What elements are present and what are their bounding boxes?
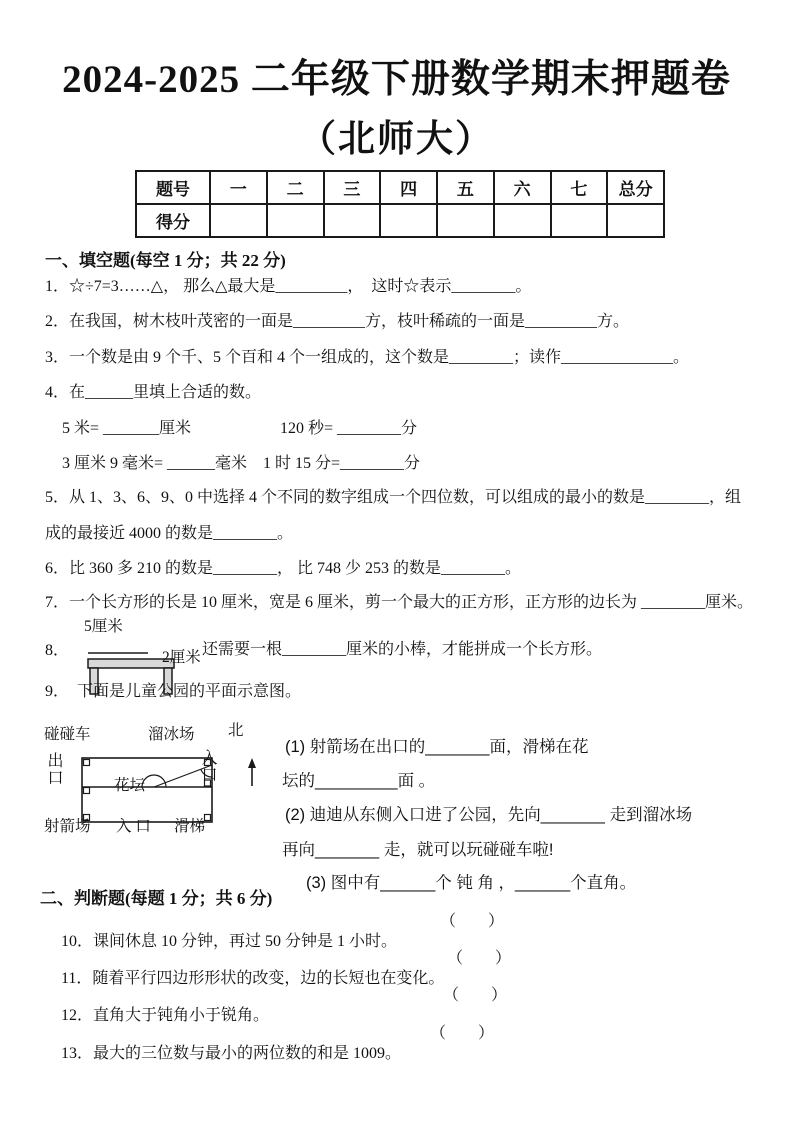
park-label-bumper-cars: 碰碰车 <box>44 726 91 743</box>
question-3: 3．一个数是由 9 个千、5 个百和 4 个一组成的，这个数是________；读作______________。 <box>45 349 690 366</box>
question-9-sub1-line2: 坛的_________面 。 <box>282 772 436 790</box>
question-11-answer-paren: （ ） <box>447 950 512 967</box>
park-label-skating-rink: 溜冰场 <box>148 726 195 743</box>
question-8-number: 8． <box>45 642 70 659</box>
park-label-entrance-south: 入 口 <box>116 818 151 835</box>
question-10-text: 10．课间休息 10 分钟，再过 50 分钟是 1 小时。 <box>61 933 398 950</box>
question-13-answer-paren: （ ） <box>430 1025 495 1042</box>
score-table-cell: 总分 <box>607 171 664 204</box>
score-cell-empty <box>380 204 437 237</box>
score-cell-empty <box>607 204 664 237</box>
score-cell-empty <box>551 204 608 237</box>
question-11-text: 11．随着平行四边形形状的改变，边的长短也在变化。 <box>61 970 445 987</box>
bench-top-length-label: 5厘米 <box>84 618 123 635</box>
question-2: 2．在我国，树木枝叶茂密的一面是_________方，枝叶稀疏的一面是_________方。 <box>45 313 630 330</box>
question-13 <box>45 1024 495 1104</box>
score-cell-empty <box>494 204 551 237</box>
question-4-row1-right: 120 秒= ________分 <box>280 420 418 437</box>
question-10-answer-paren: （ ） <box>440 913 505 930</box>
question-7: 7．一个长方形的长是 10 厘米，宽是 6 厘米，剪一个最大的正方形，正方形的边长为 ________厘米。 <box>45 594 754 611</box>
score-table <box>135 170 665 238</box>
score-table-cell: 七 <box>551 171 608 204</box>
section2-heading: 二、判断题(每题 1 分；共 6 分) <box>40 889 273 908</box>
park-label-archery-field: 射箭场 <box>44 818 91 835</box>
score-cell-empty <box>267 204 324 237</box>
question-9-sub3: (3) 图中有______个 钝 角 ，______个直角。 <box>306 874 637 892</box>
park-map-drawing <box>58 728 273 866</box>
question-4: 4．在______里填上合适的数。 <box>45 384 262 401</box>
score-table-score-row <box>136 204 664 237</box>
park-label-entrance-east: 入口 <box>201 750 218 784</box>
score-table-cell: 五 <box>437 171 494 204</box>
question-9-sub2-line2: 再向_______ 走，就可以玩碰碰车啦! <box>282 841 554 859</box>
section1-heading: 一、填空题(每空 1 分；共 22 分) <box>45 251 286 270</box>
question-1: 1．☆÷7=3……△， 那么△最大是_________， 这时☆表示________。 <box>45 278 532 295</box>
compass-north-label: 北 <box>228 722 244 739</box>
question-5-line2: 成的最接近 4000 的数是________。 <box>45 525 294 542</box>
score-table-cell: 二 <box>267 171 324 204</box>
score-cell-empty <box>437 204 494 237</box>
score-table-cell: 题号 <box>136 171 210 204</box>
paper-title-line1: 2024-2025 二年级下册数学期末押题卷 <box>62 58 731 101</box>
question-9-sub2-line1: (2) 迪迪从东侧入口进了公园，先向_______ 走到溜冰场 <box>285 806 693 824</box>
score-table-cell: 三 <box>324 171 381 204</box>
question-8-text: 还需要一根________厘米的小棒，才能拼成一个长方形。 <box>202 641 603 658</box>
park-label-slide: 滑梯 <box>174 818 206 835</box>
question-9: 9． 下面是儿童公园的平面示意图。 <box>45 683 302 700</box>
question-6: 6．比 360 多 210 的数是________， 比 748 少 253 的数是________。 <box>45 560 522 577</box>
bench-figure <box>58 612 208 680</box>
score-cell-empty <box>324 204 381 237</box>
question-12-answer-paren: （ ） <box>443 987 508 1004</box>
park-label-flower-bed: 花坛 <box>114 777 146 794</box>
question-5-line1: 5．从 1、3、6、9、0 中选择 4 个不同的数字组成一个四位数，可以组成的最小的数是________，组 <box>45 489 742 506</box>
question-4-row1-left: 5 米= _______厘米 <box>62 420 192 437</box>
score-row-label: 得分 <box>136 204 210 237</box>
score-table-cell: 六 <box>494 171 551 204</box>
question-12-text: 12．直角大于钝角小于锐角。 <box>61 1007 270 1024</box>
paper-title-line2: （北师大） <box>299 119 494 160</box>
park-map <box>42 710 257 848</box>
score-table-cell: 四 <box>380 171 437 204</box>
score-table-cell: 一 <box>210 171 267 204</box>
score-table-header-row <box>136 171 664 204</box>
park-label-exit: 出口 <box>47 753 64 787</box>
question-4-row2: 3 厘米 9 毫米= ______毫米 1 时 15 分=________分 <box>62 455 421 472</box>
bench-leg-length-label: 2厘米 <box>162 649 201 666</box>
question-9-sub1-line1: (1) 射箭场在出口的_______面，滑梯在花 <box>285 738 589 756</box>
score-cell-empty <box>210 204 267 237</box>
question-13-text: 13．最大的三位数与最小的两位数的和是 1009。 <box>61 1045 402 1062</box>
